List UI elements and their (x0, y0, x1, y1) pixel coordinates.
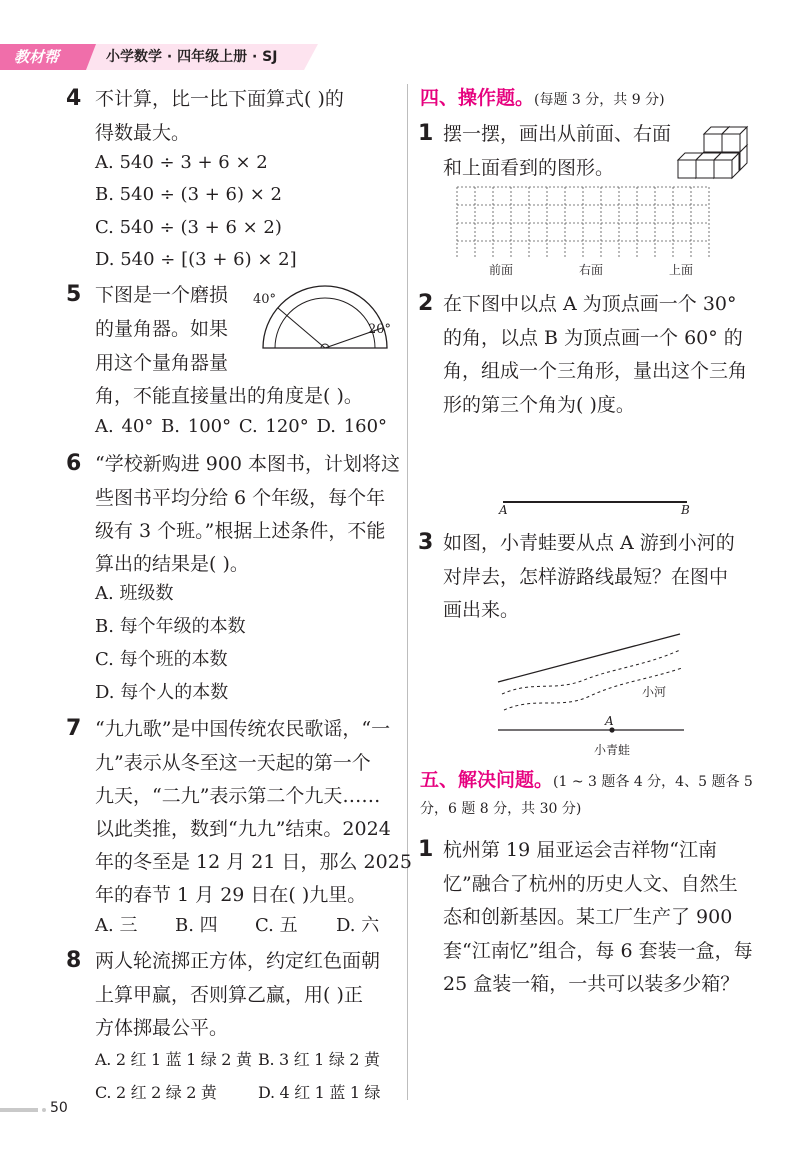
river-label: 小河 (642, 685, 667, 699)
question-number: 8 (66, 948, 82, 973)
question-text: 忆”融合了杭州的历史人文、自然生 (443, 873, 738, 895)
option-d: D. 540 ÷ [(3 + 6) × 2] (95, 249, 297, 270)
question-text: 年的春节 1 月 29 日在( )九里。 (95, 884, 367, 906)
question-text: 九”表示从冬至这一天起的第一个 (95, 752, 371, 774)
question-text: 上算甲赢，否则算乙赢，用( )正 (95, 984, 363, 1006)
logo-text: 教材帮 (14, 48, 60, 66)
question-text: 画出来。 (443, 599, 520, 621)
question-number: 5 (66, 282, 82, 307)
options-row: A. 40° B. 100° C. 120° D. 160° (95, 416, 388, 437)
header-bar (0, 44, 318, 70)
option-d: D. 六 (336, 915, 380, 936)
question-text: 不计算，比一比下面算式( )的 (95, 88, 344, 110)
question-text: “九九歌”是中国传统农民歌谣，“一 (95, 718, 391, 740)
section-title (420, 83, 665, 115)
question-text: 25 盒装一箱，一共可以装多少箱？ (443, 973, 740, 995)
question-text: 和上面看到的图形。 (443, 157, 615, 179)
cube-stack-figure (676, 118, 756, 180)
question-text: 下图是一个磨损 (95, 284, 229, 306)
question-text: 的角，以点 B 为顶点画一个 60° 的 (443, 327, 743, 349)
frog-label: 小青蛙 (594, 743, 631, 757)
question-text: 如图，小青蛙要从点 A 游到小河的 (443, 532, 735, 554)
section-title-text: 四、操作题。 (420, 87, 535, 109)
option-a: A. 班级数 (95, 583, 174, 604)
question-text: 态和创新基因。某工厂生产了 900 (443, 906, 733, 928)
question-text: 得数最大。 (95, 122, 191, 144)
cube (714, 153, 739, 178)
question-number: 7 (66, 716, 82, 741)
question-text: 级有 3 个班。”根据上述条件，不能 (95, 520, 386, 542)
question-text: 在下图中以点 A 为顶点画一个 30° (443, 293, 737, 315)
question-number: 1 (418, 121, 434, 146)
question-text: 摆一摆，画出从前面、右面 (443, 123, 672, 145)
option-c: C. 2 红 2 绿 2 黄 (95, 1083, 217, 1102)
protractor-figure (250, 278, 400, 356)
footer-rule (0, 1108, 38, 1112)
option-c: C. 每个班的本数 (95, 649, 228, 670)
question-number: 1 (418, 837, 434, 862)
question-text: 算出的结果是( )。 (95, 553, 249, 575)
question-text: 些图书平均分给 6 个年级，每个年 (95, 487, 386, 509)
section-note: (1 ~ 3 题各 4 分，4、5 题各 5 (553, 774, 753, 790)
question-text: 角，不能直接量出的角度是( )。 (95, 385, 363, 407)
question-text: 杭州第 19 届亚运会吉祥物“江南 (443, 839, 717, 861)
section-note-continued: 分，6 题 8 分，共 30 分) (420, 801, 582, 817)
segment-ab (503, 501, 687, 503)
question-number: 6 (66, 451, 82, 476)
question-text: 用这个量角器量 (95, 352, 229, 374)
point-a-label: A (499, 503, 508, 517)
question-text: 两人轮流掷正方体，约定红色面朝 (95, 950, 381, 972)
option-c: C. 540 ÷ (3 + 6 × 2) (95, 217, 282, 238)
drawing-grid (456, 186, 710, 258)
option-a: A. 540 ÷ 3 + 6 × 2 (95, 152, 268, 173)
section-title (420, 765, 753, 797)
book-subtitle: 小学数学 · 四年级上册 · SJ (106, 49, 278, 65)
point-b-label: B (681, 503, 690, 517)
view-label-right: 右面 (579, 263, 604, 277)
option-b: B. 四 (175, 915, 218, 936)
footer-dot (42, 1108, 46, 1112)
page-number: 50 (50, 1100, 68, 1116)
option-c: C. 五 (255, 915, 298, 936)
option-a: A. 2 红 1 蓝 1 绿 2 黄 (95, 1050, 252, 1069)
river-figure (494, 632, 690, 738)
question-text: 的量角器。如果 (95, 318, 229, 340)
option-d: D. 每个人的本数 (95, 682, 229, 703)
question-number: 4 (66, 86, 82, 111)
question-text: “学校新购进 900 本图书，计划将这 (95, 453, 401, 475)
question-text: 形的第三个角为( )度。 (443, 394, 635, 416)
option-b: B. 540 ÷ (3 + 6) × 2 (95, 184, 283, 205)
question-text: 年的冬至是 12 月 21 日，那么 2025 (95, 851, 412, 873)
view-label-top: 上面 (669, 263, 694, 277)
option-b: B. 3 红 1 绿 2 黄 (258, 1050, 380, 1069)
question-text: 以此类推，数到“九九”结束。2024 (95, 818, 391, 840)
option-a: A. 三 (95, 915, 138, 936)
point-a-label: A (605, 714, 614, 728)
question-text: 对岸去，怎样游路线最短？在图中 (443, 566, 729, 588)
protractor-label-left: 40° (253, 292, 277, 307)
question-text: 角，组成一个三角形，量出这个三角 (443, 360, 748, 382)
question-number: 2 (418, 291, 434, 316)
option-b: B. 每个年级的本数 (95, 616, 246, 637)
protractor-label-right: 20° (368, 322, 392, 337)
view-label-front: 前面 (489, 263, 514, 277)
question-text: 方体掷最公平。 (95, 1017, 229, 1039)
question-text: 套“江南忆”组合，每 6 套装一盒，每 (443, 940, 753, 962)
section-note: (每题 3 分，共 9 分) (534, 92, 665, 108)
section-title-text: 五、解决问题。 (420, 769, 554, 791)
cube (722, 127, 747, 152)
column-divider (407, 84, 408, 1100)
question-text: 九天，“二九”表示第二个九天…… (95, 785, 381, 807)
option-d: D. 4 红 1 蓝 1 绿 (258, 1083, 381, 1102)
question-number: 3 (418, 530, 434, 555)
